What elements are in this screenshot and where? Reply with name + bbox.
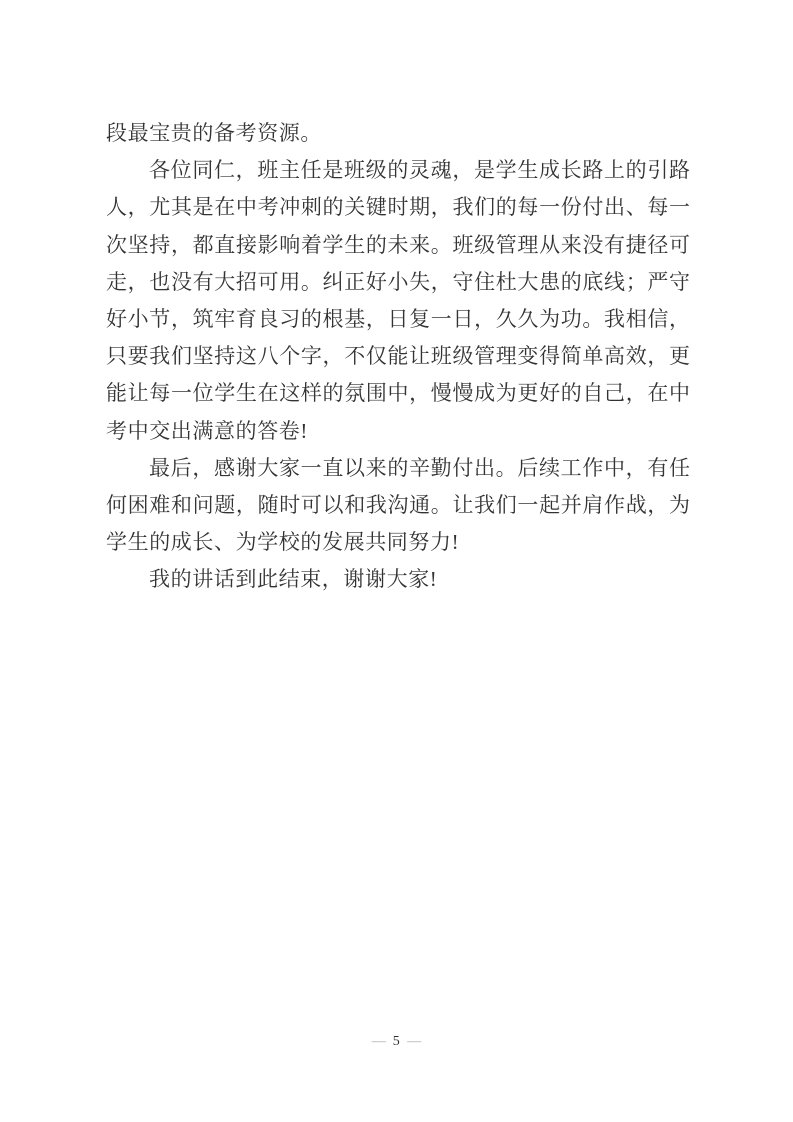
page-footer [0, 1032, 793, 1052]
text-line: 次坚持，都直接影响着学生的未来。班级管理从来没有捷径可 [106, 232, 690, 257]
text-line: 走，也没有大招可用。纠正好小失，守住杜大患的底线；严守 [106, 269, 690, 294]
text-line: 最后，感谢大家一直以来的辛勤付出。后续工作中，有任 [149, 455, 690, 480]
document-body [106, 115, 690, 598]
text-line: 各位同仁，班主任是班级的灵魂，是学生成长路上的引路 [149, 158, 690, 183]
text-line: 段最宝贵的备考资源。 [106, 121, 322, 145]
footer-dash-left: — [371, 1034, 386, 1049]
text-line: 人，尤其是在中考冲刺的关键时期，我们的每一份付出、每一 [106, 195, 690, 220]
text-line: 好小节，筑牢育良习的根基，日复一日，久久为功。我相信， [106, 306, 690, 331]
text-line: 考中交出满意的答卷! [106, 418, 308, 443]
text-line: 何困难和问题，随时可以和我沟通。让我们一起并肩作战，为 [106, 492, 690, 517]
text-line: 学生的成长、为学校的发展共同努力! [106, 530, 460, 555]
page-number: 5 [392, 1034, 401, 1049]
text-line: 只要我们坚持这八个字，不仅能让班级管理变得简单高效，更 [106, 344, 690, 369]
text-line: 我的讲话到此结束，谢谢大家! [149, 567, 438, 592]
footer-dash-right: — [407, 1034, 422, 1049]
text-line: 能让每一位学生在这样的氛围中，慢慢成为更好的自己，在中 [106, 381, 690, 406]
